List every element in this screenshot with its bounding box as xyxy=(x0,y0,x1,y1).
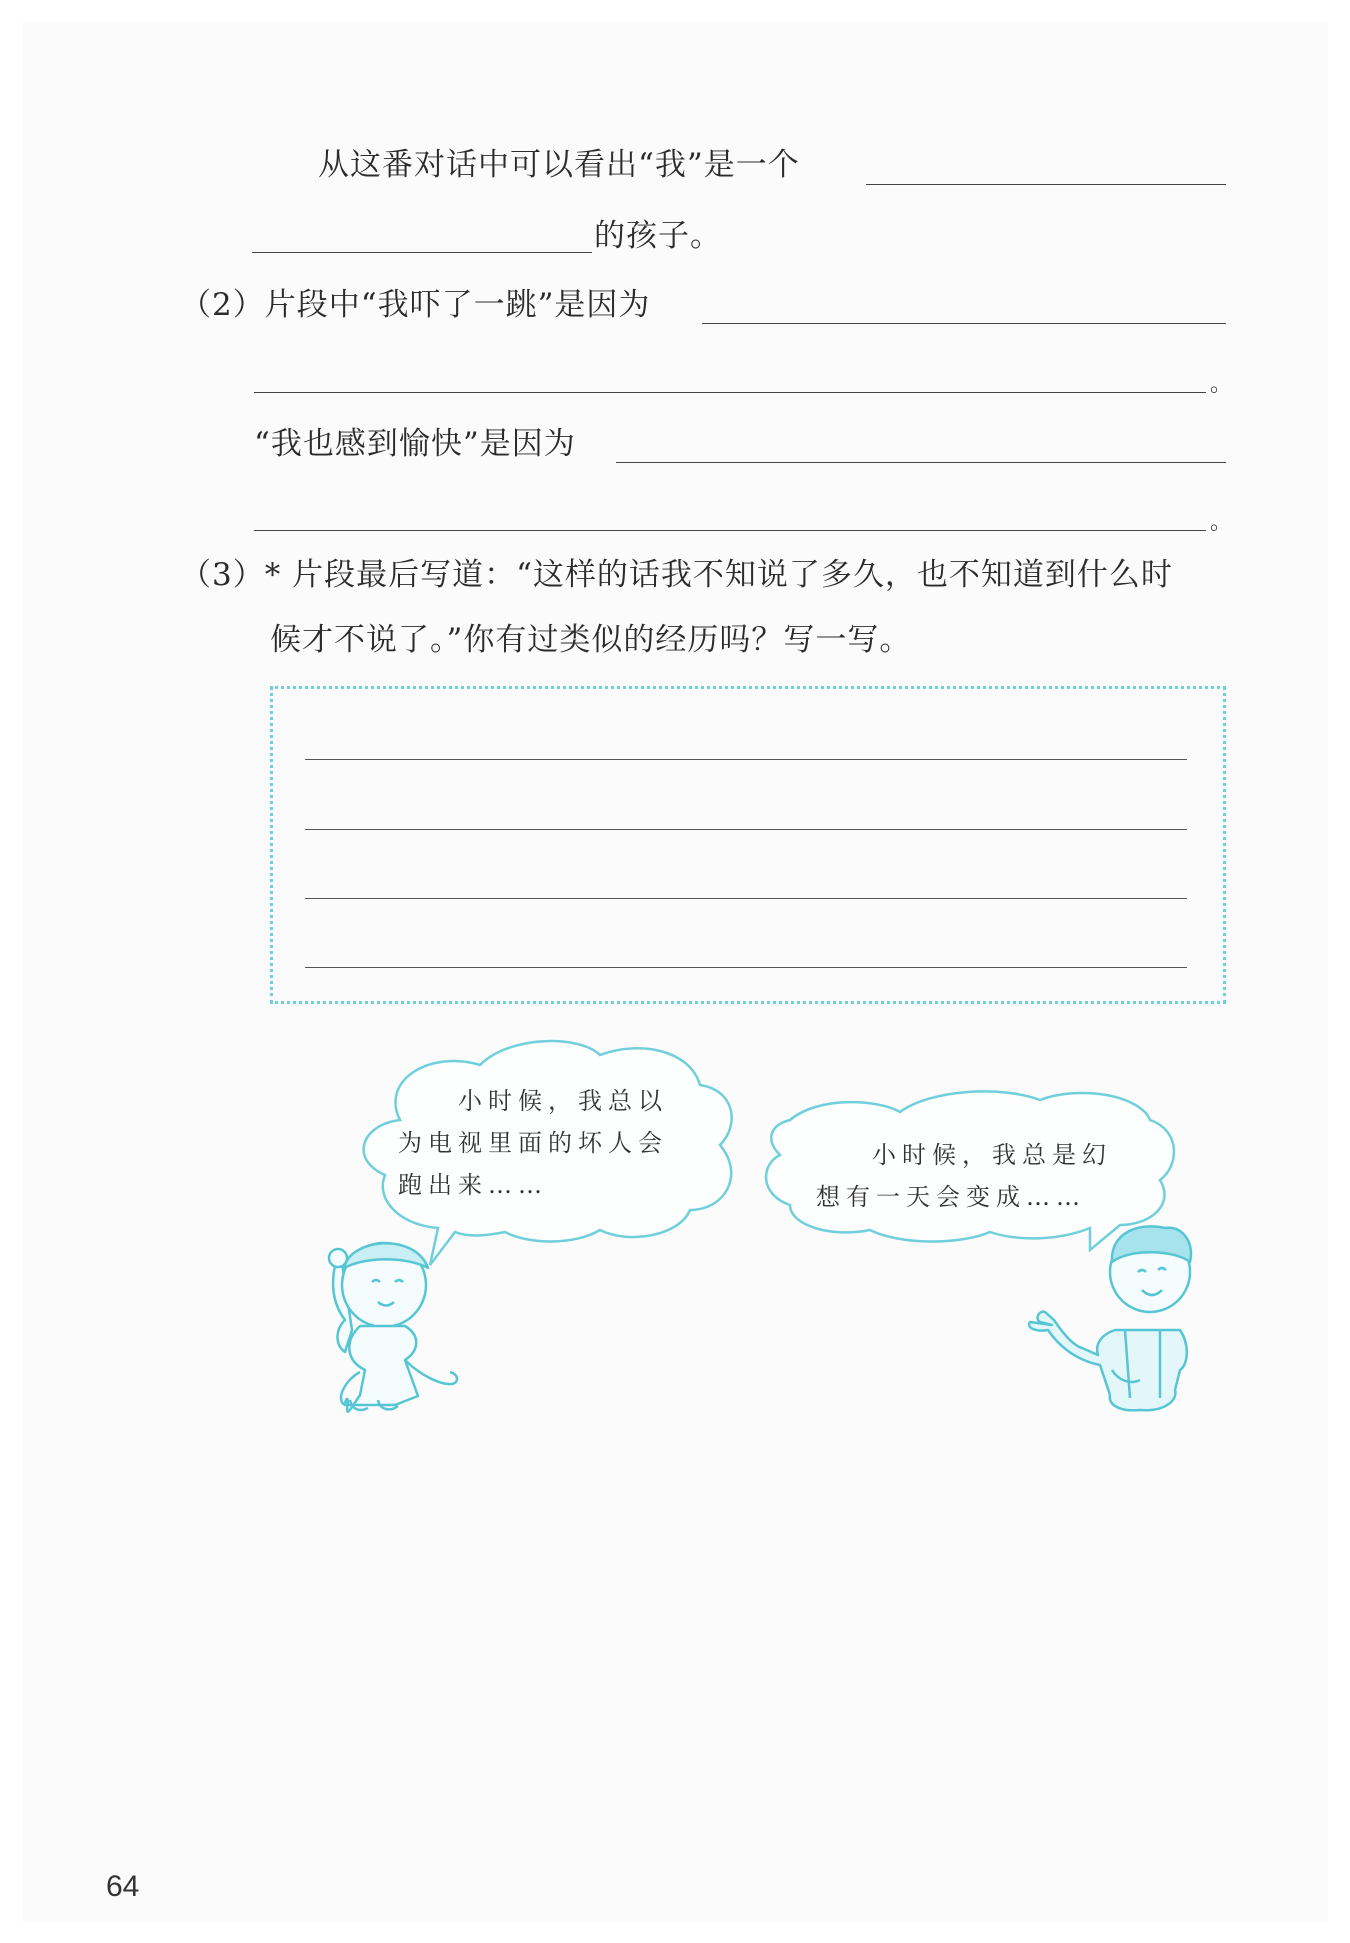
q1-prompt-line: 从这番对话中可以看出“我”是一个 xyxy=(318,147,800,183)
page-number: 64 xyxy=(106,1870,140,1903)
girl-illustration xyxy=(329,1243,457,1412)
period-mark: 。 xyxy=(1210,510,1233,535)
q1-line-end: 的孩子。 xyxy=(594,218,722,254)
q2-prompt: （2）片段中“我吓了一跳”是因为 xyxy=(180,287,651,323)
girl-bubble-line: 跑出来…… xyxy=(398,1171,548,1199)
q2-second-prompt: “我也感到愉快”是因为 xyxy=(254,426,576,462)
q3-prompt-line1: （3）* 片段最后写道：“这样的话我不知说了多久，也不知道到什么时 xyxy=(180,557,1173,593)
girl-bubble-line: 小时候，我总以 xyxy=(458,1087,668,1115)
girl-bubble-line: 为电视里面的坏人会 xyxy=(398,1129,668,1157)
boy-bubble-line: 想有一天会变成…… xyxy=(816,1183,1086,1211)
boy-bubble-line: 小时候，我总是幻 xyxy=(872,1141,1112,1169)
period-mark: 。 xyxy=(1210,372,1233,397)
boy-illustration xyxy=(1029,1226,1191,1410)
q3-prompt-line2: 候才不说了。”你有过类似的经历吗？写一写。 xyxy=(270,622,912,658)
